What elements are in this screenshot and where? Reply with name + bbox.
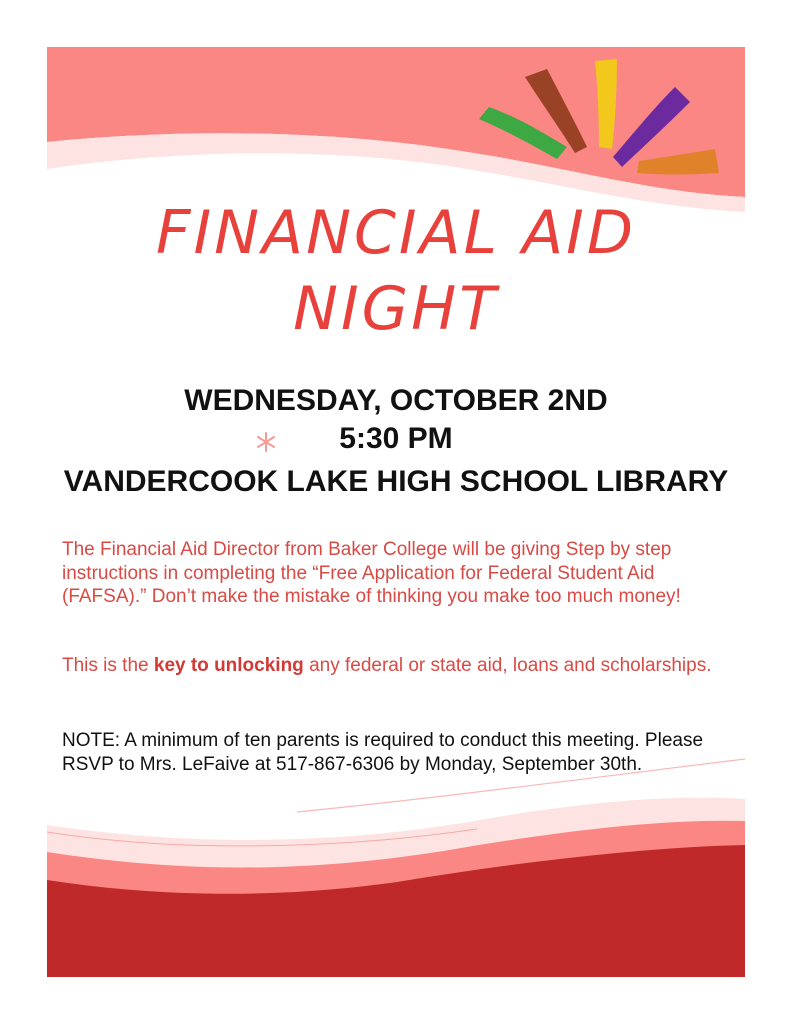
note-paragraph: NOTE: A minimum of ten parents is required to conduct this meeting. Please RSVP to Mrs. LeFaive at 517-867-6306 by Monday, September 30th.	[62, 730, 704, 775]
page-title	[47, 197, 745, 347]
asterisk-ornament	[256, 431, 276, 453]
title-line-1: FINANCIAL AID	[155, 198, 637, 268]
paragraph-2-start: This is the	[62, 655, 154, 676]
event-time: 5:30 PM	[339, 422, 453, 455]
paragraph-2-end: any federal or state aid, loans and scholarships.	[303, 655, 712, 676]
flyer	[47, 47, 745, 977]
footer-wave-band	[47, 747, 745, 977]
description-paragraph-1: The Financial Aid Director from Baker College will be giving Step by step instructions in completing the “Free Application for Federal Student Aid (FAFSA).” Don’t make the mistake of thinking you make too much money!	[62, 539, 681, 607]
event-location: VANDERCOOK LAKE HIGH SCHOOL LIBRARY	[63, 465, 729, 498]
title-line-2: NIGHT	[293, 274, 499, 344]
description-paragraph-2	[62, 654, 730, 678]
event-date: WEDNESDAY, OCTOBER 2ND	[184, 384, 608, 417]
key-phrase: key to unlocking	[153, 655, 304, 676]
